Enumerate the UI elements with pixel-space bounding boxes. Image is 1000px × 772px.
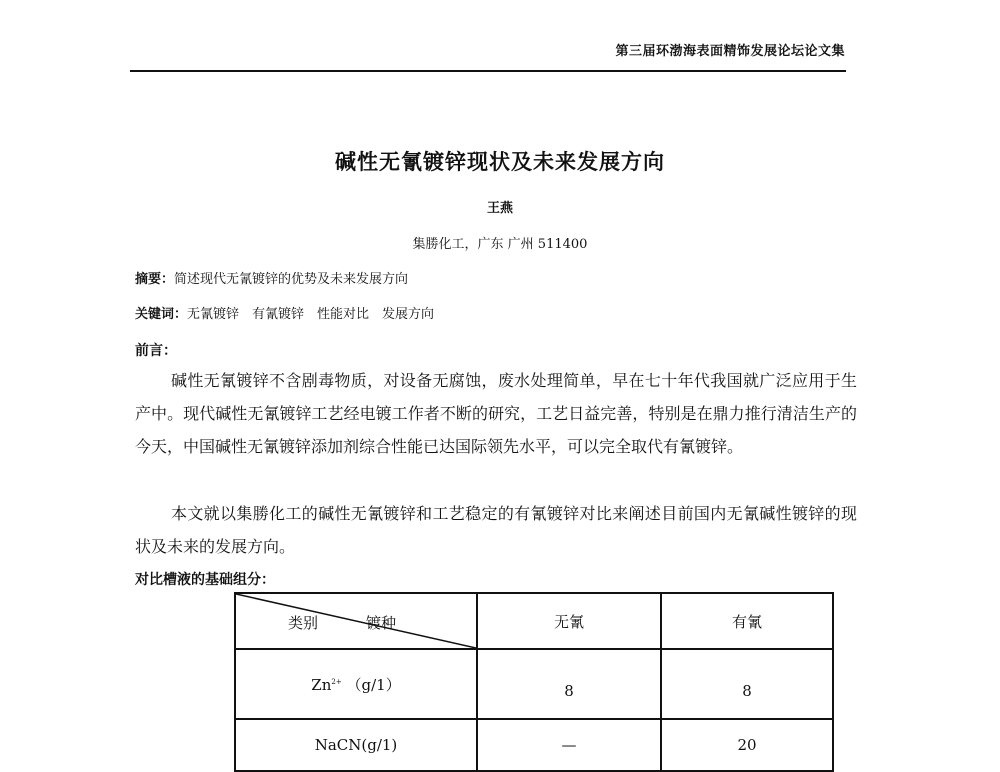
zn-symbol: Zn (311, 675, 332, 694)
table-row (235, 649, 833, 719)
abstract-line (135, 268, 408, 287)
table-header-row (235, 593, 833, 649)
abstract-label: 摘要： (135, 272, 175, 287)
corner-diagonal-line (236, 594, 476, 648)
row-label-zn (235, 649, 477, 719)
corner-label-plating: 镀种 (366, 614, 397, 632)
abstract-text: 简述现代无氰镀锌的优势及未来发展方向 (174, 272, 409, 287)
intro-paragraph-2: 本文就以集勝化工的碱性无氰镀锌和工艺稳定的有氰镀锌对比来阐述目前国内无氰碱性镀锌的现状及未来的发展方向。 (135, 504, 857, 556)
zn-charge: 2+ (331, 677, 342, 686)
running-header: 第三届环渤海表面精饰发展论坛论文集 (615, 44, 845, 59)
keywords-line (135, 303, 434, 322)
corner-label-category: 类别 (288, 614, 319, 632)
nacn-cyanide-value: 20 (661, 719, 833, 771)
col-header-cyanide-free: 无氰 (477, 593, 661, 649)
paper-author: 王燕 (486, 201, 513, 216)
nacn-cyanide-free-value: — (477, 719, 661, 771)
table-heading: 对比槽液的基础组分： (135, 572, 275, 588)
paper-affiliation: 集勝化工，广东 广州 511400 (412, 237, 588, 252)
keywords-label: 关键词： (135, 307, 188, 322)
col-header-cyanide: 有氰 (661, 593, 833, 649)
intro-heading: 前言： (135, 343, 177, 359)
paper-title: 碱性无氰镀锌现状及未来发展方向 (335, 149, 665, 174)
table-row (235, 719, 833, 771)
intro-paragraph-1: 碱性无氰镀锌不含剧毒物质，对设备无腐蚀，废水处理简单，早在七十年代我国就广泛应用于生产中。现代碱性无氰镀锌工艺经电镀工作者不断的研究，工艺日益完善，特别是在鼎力推行清洁生产的今天，中国碱性无氰镀锌添加剂综合性能已达国际领先水平，可以完全取代有氰镀锌。 (135, 371, 857, 456)
zn-cyanide-free-value: 8 (477, 649, 661, 719)
table-corner-cell (235, 593, 477, 649)
zn-cyanide-value: 8 (661, 649, 833, 719)
header-rule (130, 70, 846, 72)
comparison-table (234, 592, 834, 772)
keywords-text: 无氰镀锌 有氰镀锌 性能对比 发展方向 (187, 307, 435, 322)
row-label-nacn: NaCN(g/1) (235, 719, 477, 771)
zn-unit: （g/1） (346, 675, 401, 694)
